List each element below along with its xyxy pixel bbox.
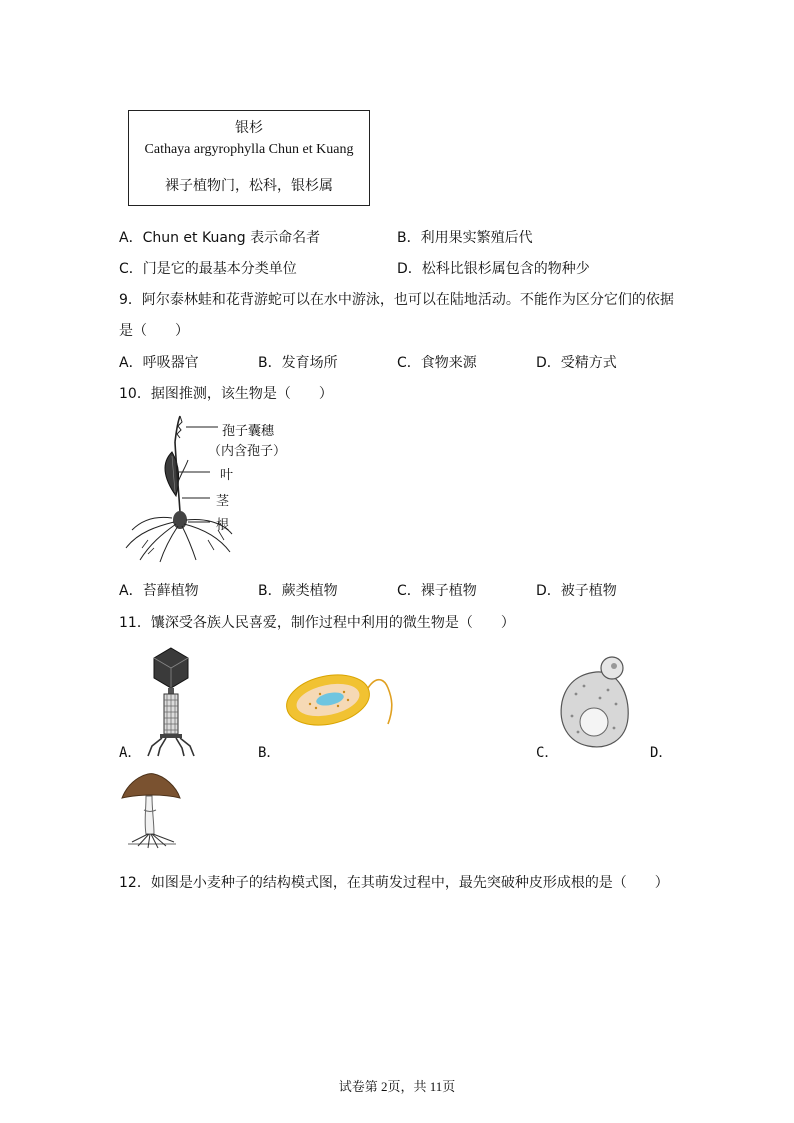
q8-option-c[interactable]: C．门是它的最基本分类单位 [119, 261, 297, 277]
q9-stem-line1: 9．阿尔泰林蛙和花背游蛇可以在水中游泳，也可以在陆地活动。不能作为区分它们的依据 [119, 292, 674, 308]
q11-option-c[interactable]: C． [536, 745, 559, 761]
q10-option-a[interactable]: A．苔藓植物 [119, 583, 199, 599]
label-root: 根 [216, 518, 230, 533]
yeast-image [556, 654, 636, 752]
q12-stem: 12．如图是小麦种子的结构模式图，在其萌发过程中，最先突破种皮形成根的是（ ） [119, 875, 669, 891]
q11-option-d[interactable]: D． [650, 745, 673, 761]
q11-stem: 11．馕深受各族人民喜爱，制作过程中利用的微生物是（ ） [119, 615, 515, 631]
bacteriophage-image [142, 646, 200, 758]
label-spore-note: （内含孢子） [208, 444, 287, 459]
q11-option-a[interactable]: A． [119, 745, 142, 761]
q9-option-b[interactable]: B．发育场所 [258, 355, 338, 371]
q10-option-b[interactable]: B．蕨类植物 [258, 583, 338, 599]
specimen-classification: 裸子植物门，松科，银杉属 [165, 178, 333, 194]
q8-option-d[interactable]: D．松科比银杉属包含的物种少 [397, 261, 590, 277]
bacterium-image [284, 668, 398, 728]
page-footer: 试卷第 2页，共 11页 [338, 1079, 456, 1094]
specimen-card [128, 110, 370, 206]
specimen-name-cn: 银杉 [235, 120, 263, 136]
q9-option-c[interactable]: C．食物来源 [397, 355, 477, 371]
mushroom-image [118, 770, 184, 850]
q11-option-b[interactable]: B． [258, 745, 281, 761]
specimen-name-latin: Cathaya argyrophylla Chun et Kuang [144, 142, 354, 157]
label-spore-spike: 孢子囊穗 [222, 424, 275, 439]
label-stem: 茎 [216, 494, 230, 509]
q9-option-a[interactable]: A．呼吸器官 [119, 355, 199, 371]
q8-option-b[interactable]: B．利用果实繁殖后代 [397, 230, 533, 246]
label-leaf: 叶 [220, 468, 234, 483]
q10-stem: 10．据图推测，该生物是（ ） [119, 386, 333, 402]
q8-option-a[interactable]: A．Chun et Kuang 表示命名者 [119, 230, 321, 246]
q9-option-d[interactable]: D．受精方式 [536, 355, 617, 371]
q9-stem-line2: 是（ ） [119, 323, 189, 339]
q10-option-c[interactable]: C．裸子植物 [397, 583, 477, 599]
q10-option-d[interactable]: D．被子植物 [536, 583, 617, 599]
